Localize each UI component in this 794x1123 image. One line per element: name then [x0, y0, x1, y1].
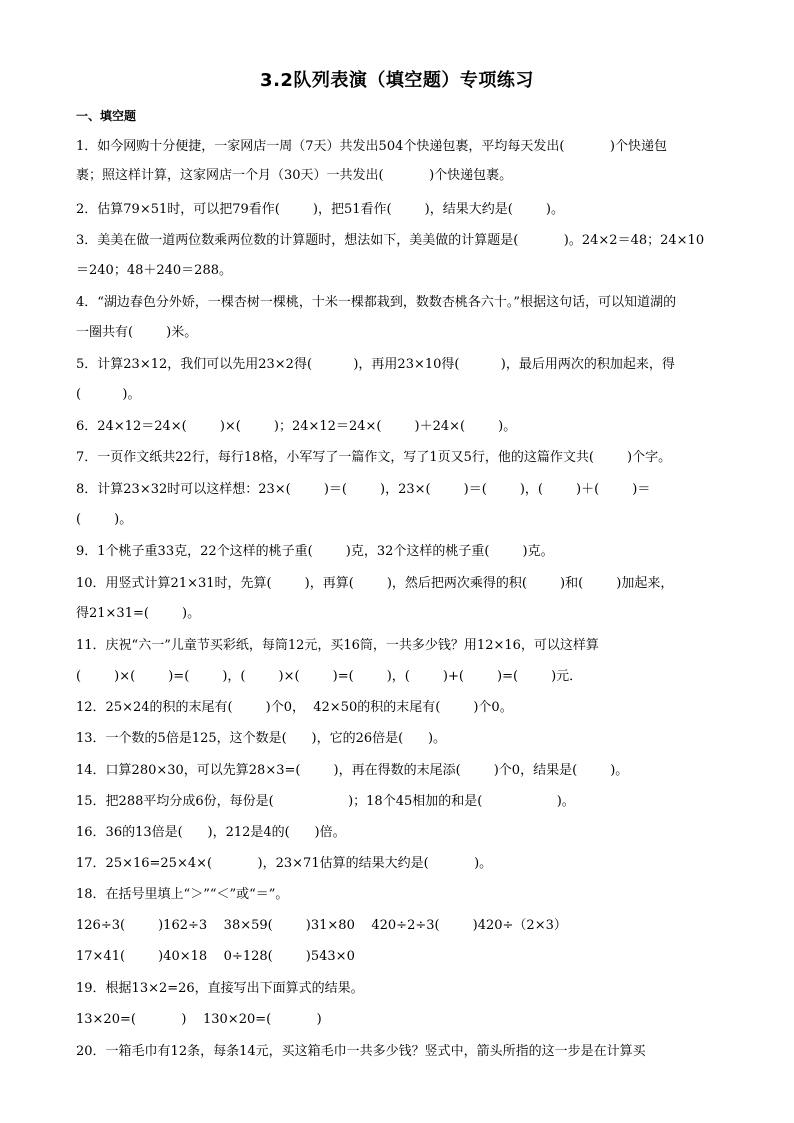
question-line: 16．36的13倍是( )，212是4的( )倍。 [76, 825, 346, 840]
question-line: 一圈共有( )米。 [76, 325, 198, 340]
question-line: 126÷3( )162÷3 38×59( )31×80 420÷2÷3( )420÷（2×3） [76, 918, 567, 933]
question-line: ( )×( )=( )，( )×( )=( )，( )+( )=( )元． [76, 669, 583, 684]
question-line: 3．美美在做一道两位数乘两位数的计算题时，想法如下，美美做的计算题是( )。24×2＝48；24×10 [76, 233, 705, 248]
question-line: 8．计算23×32时可以这样想：23×( )＝( )，23×( )＝( )，( )＋( )＝ [76, 482, 651, 497]
question-line: 7．一页作文纸共22行，每行18格，小军写了一篇作文，写了1页又5行，他的这篇作文共( )个字。 [76, 450, 672, 465]
question-line: 5．计算23×12，我们可以先用23×2得( )，再用23×10得( )，最后用两次的积加起来，得 [76, 357, 675, 372]
question-line: ( )。 [76, 512, 133, 527]
question-line: 20．一箱毛巾有12条，每条14元，买这箱毛巾一共多少钱？竖式中，箭头所指的这一步是在计算买 [76, 1044, 646, 1059]
question-line: 12．25×24的积的末尾有( )个0， 42×50的积的末尾有( )个0。 [76, 700, 513, 715]
question-line: 15．把288平均分成6份，每份是( )；18个45相加的和是( )。 [76, 794, 575, 809]
question-line: 19．根据13×2=26，直接写出下面算式的结果。 [76, 981, 364, 996]
question-line: 13×20=( ) 130×20=( ) [76, 1012, 322, 1027]
question-line: 18．在括号里填上“＞”“＜”或“＝”。 [76, 887, 289, 902]
question-line: 17．25×16=25×4×( )，23×71估算的结果大约是( )。 [76, 856, 493, 871]
question-line: 2．估算79×51时，可以把79看作( )，把51看作( )，结果大约是( )。 [76, 202, 564, 217]
question-line: 4．“湖边春色分外娇，一棵杏树一棵桃，十米一棵都栽到，数数杏桃各六十。”根据这句话，可以知道湖的 [76, 295, 677, 310]
question-line: 得21×31=( )。 [76, 606, 201, 621]
question-line: 裹；照这样计算，这家网店一个月（30天）一共发出( )个快递包裹。 [76, 168, 513, 183]
question-line: 1．如今网购十分便捷，一家网店一周（7天）共发出504个快递包裹，平均每天发出( )个快递包 [76, 139, 667, 154]
question-line: ( )。 [76, 387, 141, 402]
question-line: 14．口算280×30，可以先算28×3=( )，再在得数的末尾添( )个0，结果是( )。 [76, 763, 629, 778]
question-line: 6．24×12＝24×( )×( )；24×12＝24×( )＋24×( )。 [76, 419, 517, 434]
page-title: 3.2队列表演（填空题）专项练习 [260, 70, 534, 91]
question-line: ＝240；48＋240＝288。 [76, 263, 232, 278]
question-line: 11．庆祝“六一”儿童节买彩纸，每筒12元，买16筒，一共多少钱？用12×16，可以这样算 [76, 638, 599, 653]
section-heading: 一、填空题 [76, 109, 137, 123]
question-line: 13．一个数的5倍是125，这个数是( )，它的26倍是( )。 [76, 731, 447, 746]
question-line: 17×41( )40×18 0÷128( )543×0 [76, 949, 355, 964]
question-line: 9．1个桃子重33克，22个这样的桃子重( )克，32个这样的桃子重( )克。 [76, 544, 554, 559]
question-line: 10．用竖式计算21×31时，先算( )，再算( )，然后把两次乘得的积( )和( )加起来， [76, 576, 674, 591]
